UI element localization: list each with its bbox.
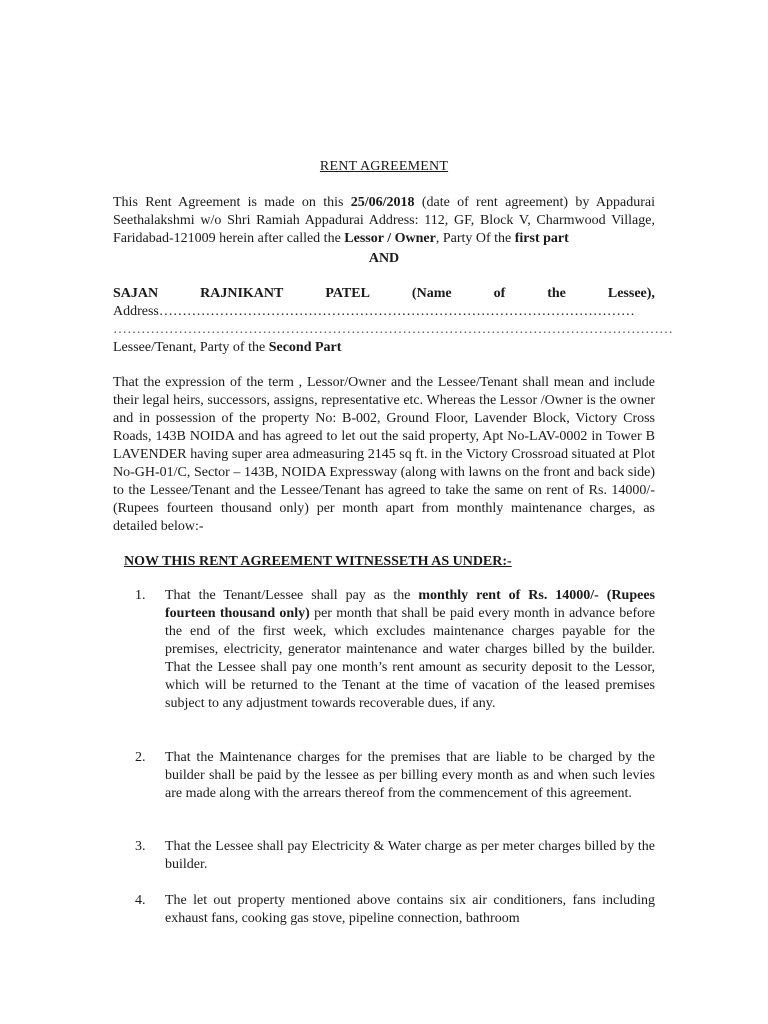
clause-body xyxy=(165,587,655,713)
lessee-word-5: of xyxy=(493,286,506,301)
lessor-label: Lessor / Owner xyxy=(344,231,436,246)
clause-4 xyxy=(135,892,655,928)
second-part-label: Second Part xyxy=(268,340,342,355)
clause-3 xyxy=(135,838,655,874)
clause-body: The let out property mentioned above contains six air conditioners, fans including exhaust fans, cooking gas stove, pipeline connection, bathroom xyxy=(165,893,655,926)
clause-1-text-1: That the Tenant/Lessee shall pay as the xyxy=(165,588,419,603)
lessee-word-7: Lessee), xyxy=(607,286,655,301)
lessee-word-1: SAJAN xyxy=(113,286,159,301)
lessee-word-4: (Name xyxy=(411,286,452,301)
lessee-word-3: PATEL xyxy=(325,286,370,301)
expression-paragraph: That the expression of the term , Lessor/Owner and the Lessee/Tenant shall mean and include their legal heirs, successors, assigns, representative etc. Whereas the Lessor /Owner is the owner and in possession of the property No: B-002, Ground Floor, Lavender Block, Victory Cross Roads, 143B NOIDA and has agreed to let out the said property, Apt No-LAV-0002 in Tower B LAVENDER having super area admeasuring 2145 sq ft. in the Victory Crossroad situated at Plot No-GH-01/C, Sector – 143B, NOIDA Expressway (along with lawns on the front and back side) to the Lessee/Tenant and the Lessee/Tenant has agreed to take the same on rent of Rs. 14000/- (Rupees fourteen thousand only) per month apart from monthly maintenance charges, as detailed below:- xyxy=(113,375,655,534)
intro-paragraph xyxy=(113,194,655,248)
second-part-text: Lessee/Tenant, Party of the xyxy=(113,340,269,355)
address-continuation-line: ………………………………………………………………………………………………………… xyxy=(113,322,673,337)
clause-number: 2. xyxy=(135,750,146,765)
second-part-line xyxy=(113,339,655,357)
document-title: RENT AGREEMENT xyxy=(319,159,449,174)
clause-1 xyxy=(135,587,655,713)
intro-text-3: , Party Of the xyxy=(435,231,515,246)
first-part-label: first part xyxy=(514,231,569,246)
clause-body: That the Maintenance charges for the premises that are liable to be charged by the builder shall be paid by the lessee as per billing every month as and when such levies are made along with the arrears thereof from the commencement of this agreement. xyxy=(165,750,655,801)
address-line: Address………………………………………………………………………………………… xyxy=(113,304,635,319)
intro-text-1: This Rent Agreement is made on this xyxy=(113,195,351,210)
clause-1-text-2: per month that shall be paid every month in advance before the end of the first week, which excludes maintenance charges payable for the premises, electricity, generator maintenance and water charges billed by the builder. That the Lessee shall pay one month’s rent amount as security deposit to the Lessor, which will be returned to the Tenant at the time of vacation of the leased premises subject to any adjustment towards recoverable dues, if any. xyxy=(165,606,655,711)
monthly-rent-amount: monthly rent of Rs. 14000/- (Rupees fourteen thousand only) xyxy=(165,588,655,621)
lessee-word-2: RAJNIKANT xyxy=(200,286,284,301)
intro-text-2: (date of rent agreement) by Appadurai Seethalakshmi w/o Shri Ramiah Appadurai Address: 112, GF, Block V, Charmwood Village, Faridabad-121009 herein after called the xyxy=(113,195,655,246)
clause-body: That the Lessee shall pay Electricity & Water charge as per meter charges billed by the builder. xyxy=(165,839,655,872)
clause-number: 1. xyxy=(135,588,146,603)
lessee-name-line xyxy=(113,285,655,303)
witnesseth-heading: NOW THIS RENT AGREEMENT WITNESSETH AS UNDER:- xyxy=(124,554,512,569)
clause-2 xyxy=(135,749,655,803)
clause-number: 3. xyxy=(135,839,146,854)
lessee-word-6: the xyxy=(547,286,566,301)
agreement-date: 25/06/2018 xyxy=(350,195,415,210)
and-separator: AND xyxy=(368,251,400,266)
clause-number: 4. xyxy=(135,893,146,908)
